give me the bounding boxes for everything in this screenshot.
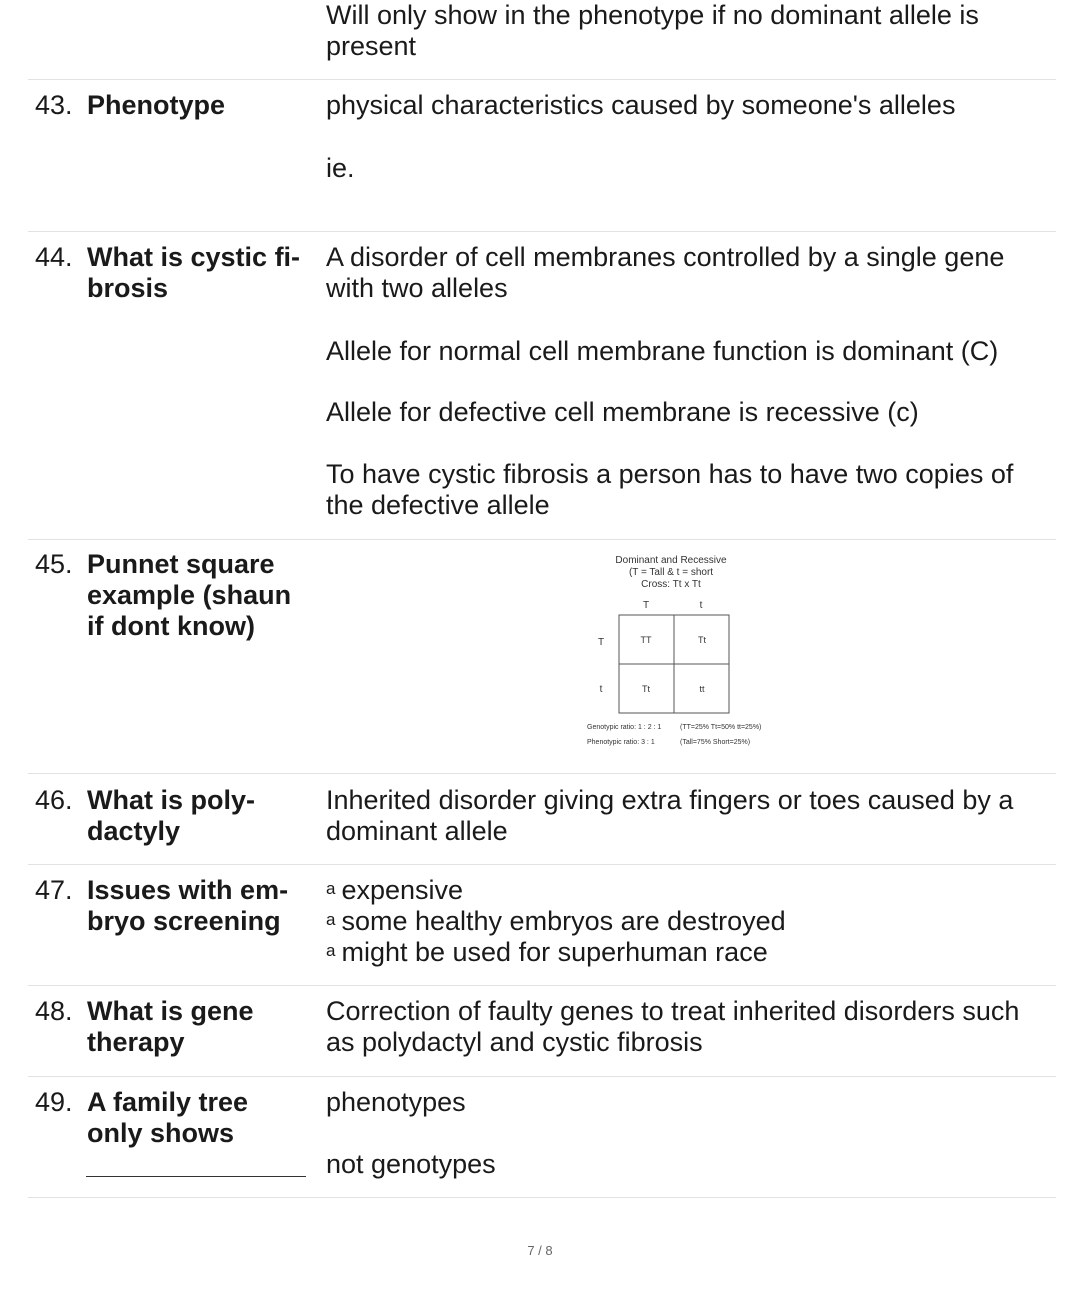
answer-text: A disorder of cell membranes controlled by a single gene with two alleles	[326, 242, 1005, 303]
punnett-title: Dominant and Recessive	[615, 555, 727, 566]
punnett-key: (T = Tall & t = short	[628, 567, 714, 578]
item-number: 47.	[35, 875, 73, 905]
punnett-col-header: t	[699, 600, 703, 611]
divider	[28, 79, 1056, 80]
answer-text: Correction of faulty genes to treat inherited disorders such as polydactyl and cystic fibrosis	[326, 996, 1020, 1057]
phenotypic-ratio: Phenotypic ratio: 3 : 1	[587, 739, 655, 746]
answer-text: phenotypes	[326, 1087, 466, 1117]
item-number: 48.	[35, 996, 73, 1026]
punnett-row-header: T	[597, 637, 605, 648]
answer-previous-continued: Will only show in the phenotype if no dominant allele is present	[326, 0, 979, 61]
term-gene-therapy: What is gene therapy	[87, 996, 254, 1057]
bullet-marker: a	[326, 941, 336, 960]
divider	[28, 773, 1056, 774]
punnett-square-figure	[580, 550, 800, 750]
punnett-row-header: t	[599, 684, 603, 695]
term-phenotype: Phenotype	[87, 90, 226, 120]
page-indicator: 7 / 8	[527, 1243, 553, 1258]
bullet-marker: a	[326, 879, 336, 898]
item-number: 44.	[35, 242, 73, 272]
genotypic-percent: (TT=25% Tt=50% tt=25%)	[680, 724, 762, 731]
item-number: 46.	[35, 785, 73, 815]
answer-text: not genotypes	[326, 1149, 496, 1179]
term-cystic-fibrosis: What is cystic fi- brosis	[87, 242, 301, 303]
fill-in-blank-line	[86, 1176, 306, 1177]
punnett-cell: tt	[699, 684, 705, 694]
list-item	[326, 875, 1046, 906]
punnett-cell: TT	[640, 635, 652, 645]
list-item	[326, 937, 1046, 968]
item-number: 45.	[35, 549, 73, 579]
bullet-marker: a	[326, 910, 336, 929]
divider	[28, 1076, 1056, 1077]
punnett-cell: Tt	[642, 684, 650, 694]
item-number: 49.	[35, 1087, 73, 1117]
divider	[28, 864, 1056, 865]
divider	[28, 539, 1056, 540]
term-punnet-square: Punnet square example (shaun if dont know)	[87, 549, 292, 641]
divider	[28, 231, 1056, 232]
punnett-cell: Tt	[698, 635, 706, 645]
item-number: 43.	[35, 90, 73, 120]
answer-text: To have cystic fibrosis a person has to have two copies of the defective allele	[326, 459, 1014, 520]
punnett-col-header: T	[642, 600, 650, 611]
phenotypic-percent: (Tall=75% Short=25%)	[680, 739, 751, 746]
answer-text: might be used for superhuman race	[341, 937, 768, 967]
answer-text: some healthy embryos are destroyed	[341, 906, 786, 936]
answer-list	[326, 875, 1046, 968]
term-family-tree: A family tree only shows	[87, 1087, 249, 1148]
divider	[28, 1197, 1056, 1198]
genotypic-ratio: Genotypic ratio: 1 : 2 : 1	[587, 724, 662, 731]
punnett-cross: Cross: Tt x Tt	[641, 579, 701, 590]
term-embryo-screening: Issues with em- bryo screening	[87, 875, 289, 936]
answer-text: ie.	[326, 153, 355, 183]
answer-text: physical characteristics caused by someone's alleles	[326, 90, 956, 120]
answer-text: Allele for normal cell membrane function is dominant (C)	[326, 336, 999, 366]
list-item	[326, 906, 1046, 937]
divider	[28, 985, 1056, 986]
answer-text: Allele for defective cell membrane is recessive (c)	[326, 397, 919, 427]
answer-text: Inherited disorder giving extra fingers or toes caused by a dominant allele	[326, 785, 1014, 846]
answer-text: expensive	[341, 875, 464, 905]
term-polydactyly: What is poly- dactyly	[87, 785, 255, 846]
